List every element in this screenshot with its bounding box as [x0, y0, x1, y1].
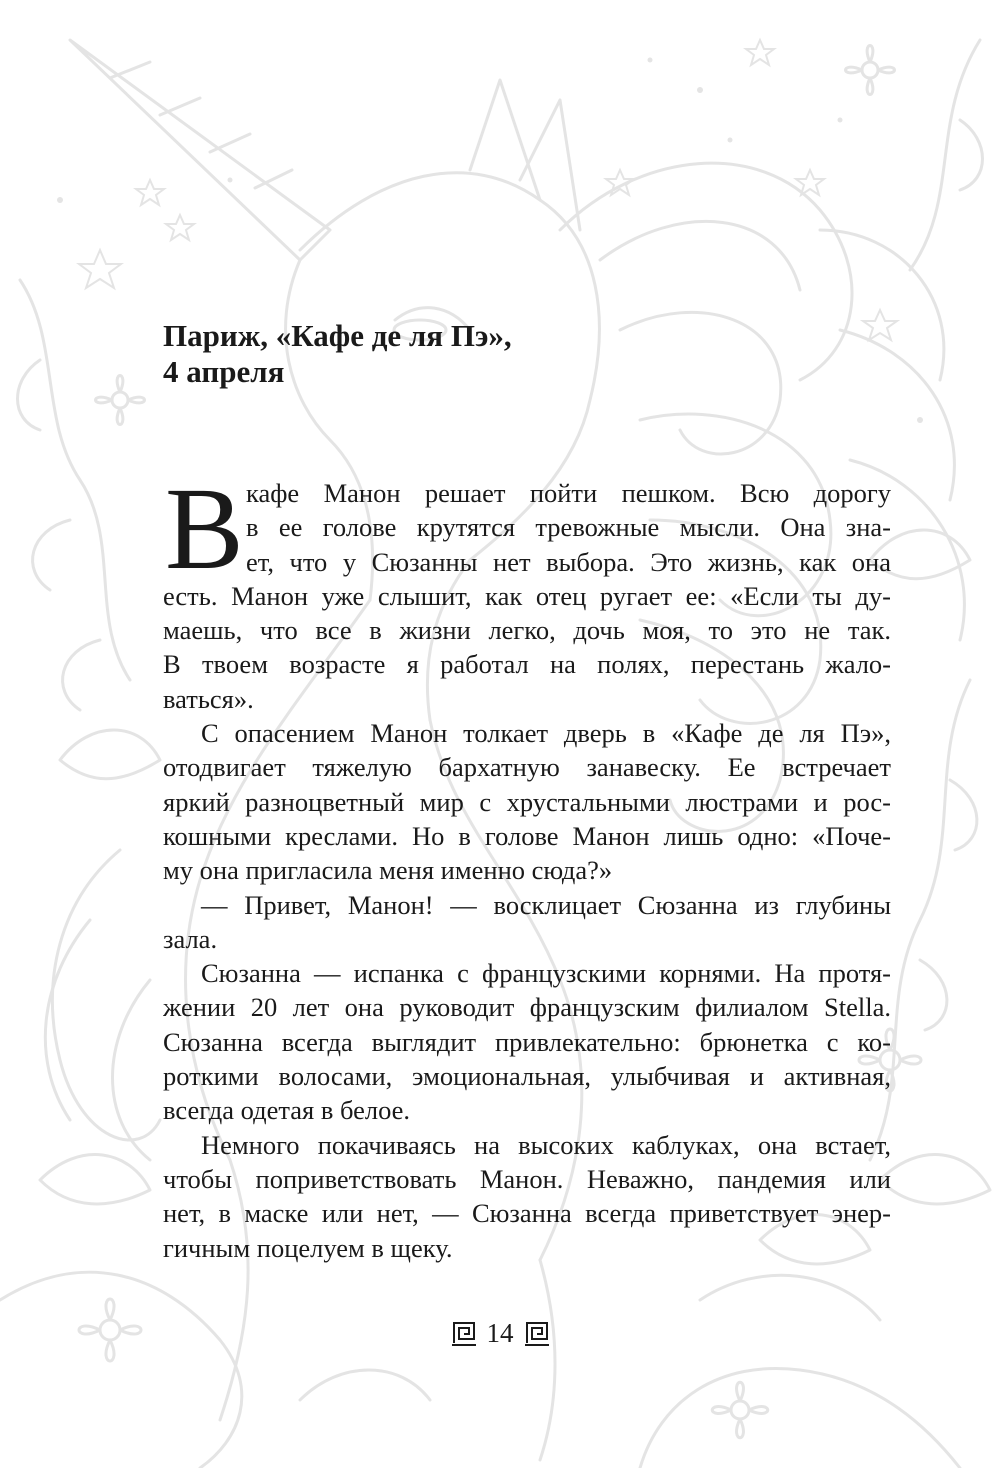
text-line: есть. Манон уже слышит, как отец ругает ее: «Если ты ду- [163, 580, 891, 611]
text-line: — Привет, Манон! — восклицает Сюзанна из глубины [201, 889, 891, 920]
text-line: яркий разноцветный мир с хрустальными люстрами и рос- [163, 786, 891, 817]
text-line: кошными креслами. Но в голове Манон лишь одно: «Поче- [163, 820, 891, 851]
text-line: Немного покачиваясь на высоких каблуках, она встает, [201, 1129, 891, 1160]
text-line: нет, в маске или нет, — Сюзанна всегда приветствует энер- [163, 1198, 891, 1229]
chapter-heading [163, 318, 863, 390]
text-line: кафе Манон решает пойти пешком. Всю дорогу [246, 478, 891, 508]
greek-meander-icon [451, 1320, 477, 1346]
text-line: ваться». [163, 683, 254, 714]
text-line: С опасением Манон толкает дверь в «Кафе де ля Пэ», [201, 718, 891, 749]
text-line: чтобы поприветствовать Манон. Неважно, пандемия или [163, 1163, 891, 1194]
page-footer [0, 1318, 1000, 1348]
text-line: Сюзанна всегда выглядит привлекательно: брюнетка с ко- [163, 1026, 891, 1057]
text-line: в ее голове крутятся тревожные мысли. Она зна- [246, 512, 891, 543]
text-line: отодвигает тяжелую бархатную занавеску. Ее встречает [163, 752, 891, 783]
heading-line-1: Париж, «Кафе де ля Пэ», [163, 318, 512, 353]
text-line: В твоем возрасте я работал на полях, перестань жало- [163, 649, 891, 680]
text-line: гичным поцелуем в щеку. [163, 1232, 453, 1263]
text-line: ет, что у Сюзанны нет выбора. Это жизнь, как она [246, 546, 891, 577]
text-line: маешь, что все в жизни легко, дочь моя, то это не так. [163, 615, 891, 646]
text-line: роткими волосами, эмоциональная, улыбчивая и активная, [163, 1061, 891, 1092]
heading-line-2: 4 апреля [163, 354, 285, 389]
text-line: Сюзанна — испанка с французскими корнями. На протя- [201, 958, 891, 989]
text-line: му она пригласила меня именно сюда?» [163, 855, 613, 886]
body-text [163, 463, 891, 1265]
text-line: зала. [163, 923, 218, 954]
page-number: 14 [486, 1318, 514, 1348]
text-line: всегда одетая в белое. [163, 1095, 411, 1126]
greek-meander-icon [524, 1320, 550, 1346]
text-line: жении 20 лет она руководит французским филиалом Stella. [163, 992, 891, 1023]
drop-cap: В [165, 463, 244, 594]
